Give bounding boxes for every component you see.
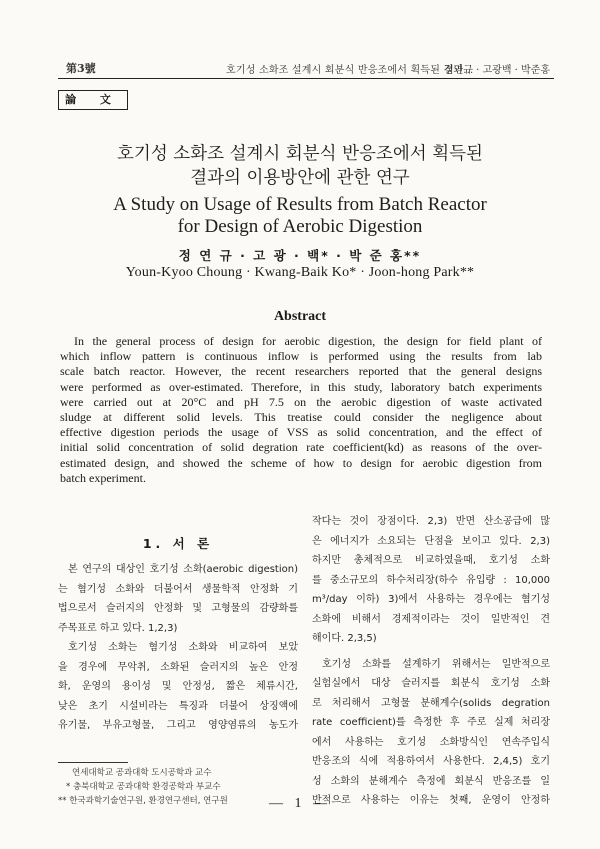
body-line: 해이다. 2,3,5): [312, 633, 377, 644]
body-column-left: [58, 560, 298, 736]
footnote: ** 한국과학기술연구원, 환경연구센터, 연구원: [58, 796, 228, 806]
running-authors: 정연규 · 고광백 · 박준홍: [443, 65, 550, 76]
body-line: 반적으로 사용하는 이유는 첫째, 운영이 안정하: [312, 795, 550, 806]
body-line: 를 중소규모의 하수처리장(하수 유입량 : 10,000: [312, 574, 550, 586]
abstract-heading: Abstract: [273, 309, 327, 324]
abstract-line: estimated design, and showed the scheme of how to design for aerobic digestion from: [60, 455, 542, 470]
body-line: 법으로서 슬러지의 안정화 및 고형물의 감량화를: [58, 603, 298, 614]
abstract-line: batch experiment.: [60, 470, 146, 485]
abstract-line: scale batch reactor. However, the recent researchers reported that the general designs: [60, 364, 542, 379]
footnote: 연세대학교 공과대학 도시공학과 교수: [72, 768, 212, 778]
abstract-line: In the general process of design for aerobic digestion, the design for field plant of: [74, 334, 542, 348]
body-column-right: [312, 512, 550, 811]
footnote: * 충북대학교 공과대학 환경공학과 부교수: [66, 782, 221, 792]
body-line: 로 처리해서 고형물 분해계수(solids degration: [312, 697, 550, 709]
page-number: — 1 —: [269, 796, 331, 811]
body-line: 작다는 것이 장점이다. 2,3) 반면 산소공급에 많: [312, 516, 550, 527]
running-header: [58, 58, 554, 79]
footnote-rule: [58, 762, 128, 763]
body-line: 소화에 비해서 경제적이라는 것이 일반적인 견: [312, 613, 550, 625]
abstract-line: were carried out at 20°C and pH 7.5 on the aerobic digestion of waste activated: [60, 394, 542, 409]
body-line: 는 혐기성 소화와 더불어서 생물학적 안정화 기: [58, 583, 298, 595]
body-line: m³/day 이하) 3)에서 사용하는 경우에는 혐기성: [312, 594, 550, 605]
section-1-heading: 1. 서 론: [142, 536, 214, 551]
body-line: 에서 사용하는 호기성 소화방식인 연속주입식: [312, 736, 550, 748]
body-line: 호기성 소화를 설계하기 위해서는 일반적으로: [322, 658, 550, 670]
body-line: 유기물, 부유고형물, 그리고 영양염류의 농도가: [58, 720, 298, 731]
body-line: 하지만 총체적으로 비교하였을때, 호기성 소화: [312, 555, 550, 566]
abstract-line: sludge at different solid levels. This treatise could consider the negligence about: [60, 409, 542, 424]
title-en-line-2: for Design of Aerobic Digestion: [177, 216, 423, 237]
running-title: 호기성 소화조 설계시 회분식 반응조에서 획득된 결과…: [226, 65, 474, 76]
authors-ko: 정 연 규 · 고 광 · 백* · 박 준 홍**: [178, 248, 422, 263]
abstract-line: effective digestion periods the usage of VSS as solid concentration, and the effect of: [60, 425, 542, 440]
body-line: 화, 운영의 용이성 및 안정성, 짧은 체류시간,: [58, 681, 298, 692]
body-line: 성 소화의 분해계수 측정에 회분식 반응조를 일: [312, 775, 550, 787]
title-ko-line-2: 결과의 이용방안에 관한 연구: [190, 168, 410, 188]
abstract-body: [60, 334, 542, 486]
body-line: 호기성 소화는 혐기성 소화와 비교하여 보았: [68, 642, 298, 653]
volume-label: 第3號: [66, 62, 96, 75]
abstract-line: which inflow pattern is continuous inflow is performed using the results from lab: [60, 349, 542, 364]
title-en-line-1: A Study on Usage of Results from Batch Reactor: [113, 194, 487, 215]
body-line: rate coefficient)를 측정한 후 주로 실제 처리장: [312, 717, 550, 728]
authors-en: Youn-Kyoo Choung · Kwang-Baik Ko* · Joon-hong Park**: [125, 265, 475, 280]
body-line: 낮은 초기 시설비라는 특징과 더불어 상징액에: [58, 700, 298, 712]
body-line: 을 경우에 무악취, 소화된 슬러지의 높은 안정: [58, 661, 298, 673]
section-tag: 論 文: [58, 90, 128, 110]
body-line: 실험실에서 대상 슬러지를 회분식 호기성 소화: [312, 678, 550, 689]
title-ko-line-1: 호기성 소화조 설계시 회분식 반응조에서 획득된: [117, 144, 483, 164]
body-line: 반응조의 식에 적용하여서 사용한다. 2,4,5) 호기: [312, 756, 550, 767]
abstract-line: initial solid concentration of solid degration rate coefficient(kd) as reasons of the over-: [60, 440, 542, 455]
body-line: 은 에너지가 소요되는 단점을 보이고 있다. 2,3): [312, 535, 550, 547]
body-line: 본 연구의 대상인 호기성 소화(aerobic digestion): [68, 564, 298, 575]
body-line: 주목표로 하고 있다. 1,2,3): [58, 622, 178, 634]
abstract-line: were performed as over-estimated. Therefore, in this study, laboratory batch experiments: [60, 379, 542, 394]
